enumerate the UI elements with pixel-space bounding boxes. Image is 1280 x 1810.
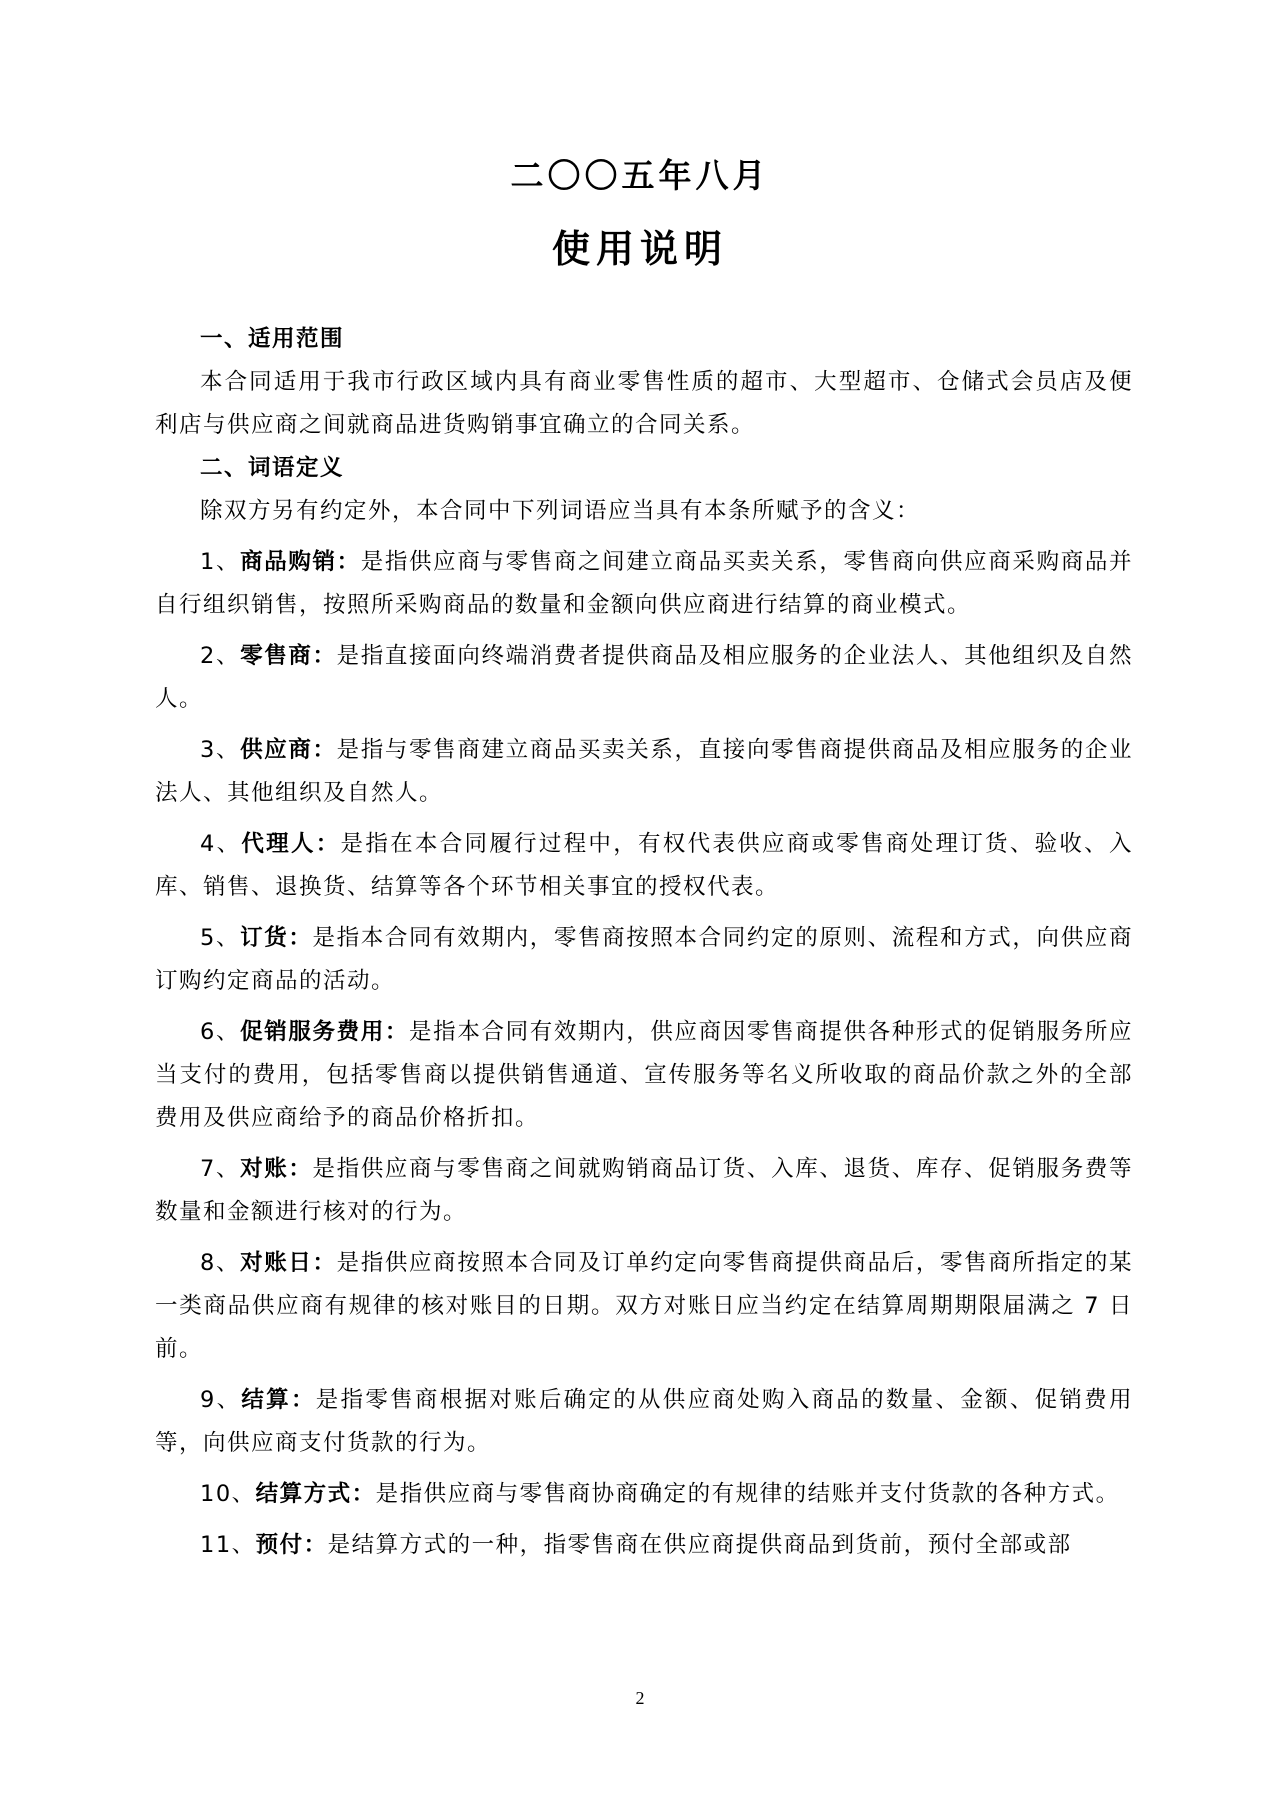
page-number: 2 [635, 1688, 645, 1708]
definition-term: 代理人： [241, 831, 341, 857]
definition-item [155, 1379, 1133, 1465]
definition-item [155, 1524, 1133, 1567]
scope-paragraph: 本合同适用于我市行政区域内具有商业零售性质的超市、大型超市、仓储式会员店及便利店与供应商之间就商品进货购销事宜确立的合同关系。 [155, 369, 1133, 438]
definition-item [155, 541, 1133, 627]
definition-number: 11、 [200, 1532, 256, 1558]
definition-term: 结算方式： [255, 1481, 376, 1507]
definition-term: 对账： [240, 1156, 313, 1182]
definition-item [155, 1473, 1133, 1516]
definition-item [155, 917, 1133, 1003]
definitions-intro: 除双方另有约定外，本合同中下列词语应当具有本条所赋予的含义： [200, 498, 921, 524]
section-heading-scope: 一、适用范围 [200, 326, 345, 352]
definition-number: 7、 [200, 1156, 241, 1182]
definition-term: 商品购销： [240, 549, 361, 575]
definition-number: 4、 [200, 831, 242, 857]
definition-number: 8、 [200, 1250, 241, 1276]
definition-text: 是指与零售商建立商品买卖关系，直接向零售商提供商品及相应服务的企业法人、其他组织及自然人。 [155, 737, 1133, 806]
definition-term: 供应商： [240, 737, 337, 763]
definition-term: 零售商： [240, 643, 337, 669]
definition-number: 5、 [200, 925, 241, 951]
definition-term: 对账日： [240, 1250, 337, 1276]
definition-number: 6、 [200, 1019, 241, 1045]
definition-text: 是结算方式的一种，指零售商在供应商提供商品到货前，预付全部或部 [327, 1532, 1072, 1558]
definition-item [155, 1011, 1133, 1140]
definition-term: 订货： [240, 925, 313, 951]
definition-item [155, 729, 1133, 815]
definition-text: 是指本合同有效期内，供应商因零售商提供各种形式的促销服务所应当支付的费用，包括零售商以提供销售通道、宣传服务等名义所收取的商品价款之外的全部费用及供应商给予的商品价格折扣。 [155, 1019, 1133, 1131]
definition-term: 预付： [255, 1532, 328, 1558]
definition-number: 2、 [200, 643, 241, 669]
section-heading-definitions: 二、词语定义 [200, 455, 345, 481]
definition-number: 9、 [200, 1387, 242, 1413]
definition-number: 3、 [200, 737, 241, 763]
definition-number: 1、 [200, 549, 241, 575]
page-title: 使用说明 [551, 227, 728, 271]
definition-term: 结算： [241, 1387, 316, 1413]
definition-text: 是指供应商与零售商之间建立商品买卖关系，零售商向供应商采购商品并自行组织销售，按照所采购商品的数量和金额向供应商进行结算的商业模式。 [155, 549, 1133, 618]
definition-term: 促销服务费用： [240, 1019, 410, 1045]
definition-text: 是指直接面向终端消费者提供商品及相应服务的企业法人、其他组织及自然人。 [155, 643, 1133, 712]
definition-item [155, 1148, 1133, 1234]
document-date: 二〇〇五年八月 [510, 156, 770, 195]
definition-item [155, 1242, 1133, 1371]
definition-text: 是指供应商与零售商之间就购销商品订货、入库、退货、库存、促销服务费等数量和金额进行核对的行为。 [155, 1156, 1133, 1225]
definition-item [155, 823, 1133, 909]
definition-item [155, 635, 1133, 721]
definition-number: 10、 [200, 1481, 256, 1507]
definition-text: 是指在本合同履行过程中，有权代表供应商或零售商处理订货、验收、入库、销售、退换货、结算等各个环节相关事宜的授权代表。 [155, 831, 1133, 900]
definition-text: 是指本合同有效期内，零售商按照本合同约定的原则、流程和方式，向供应商订购约定商品的活动。 [155, 925, 1133, 994]
definition-text: 是指供应商按照本合同及订单约定向零售商提供商品后，零售商所指定的某一类商品供应商有规律的核对账目的日期。双方对账日应当约定在结算周期期限届满之 7 日前。 [155, 1250, 1133, 1362]
definition-text: 是指零售商根据对账后确定的从供应商处购入商品的数量、金额、促销费用等，向供应商支付货款的行为。 [155, 1387, 1133, 1456]
document-body [155, 318, 1133, 1567]
definition-text: 是指供应商与零售商协商确定的有规律的结账并支付货款的各种方式。 [375, 1481, 1120, 1507]
